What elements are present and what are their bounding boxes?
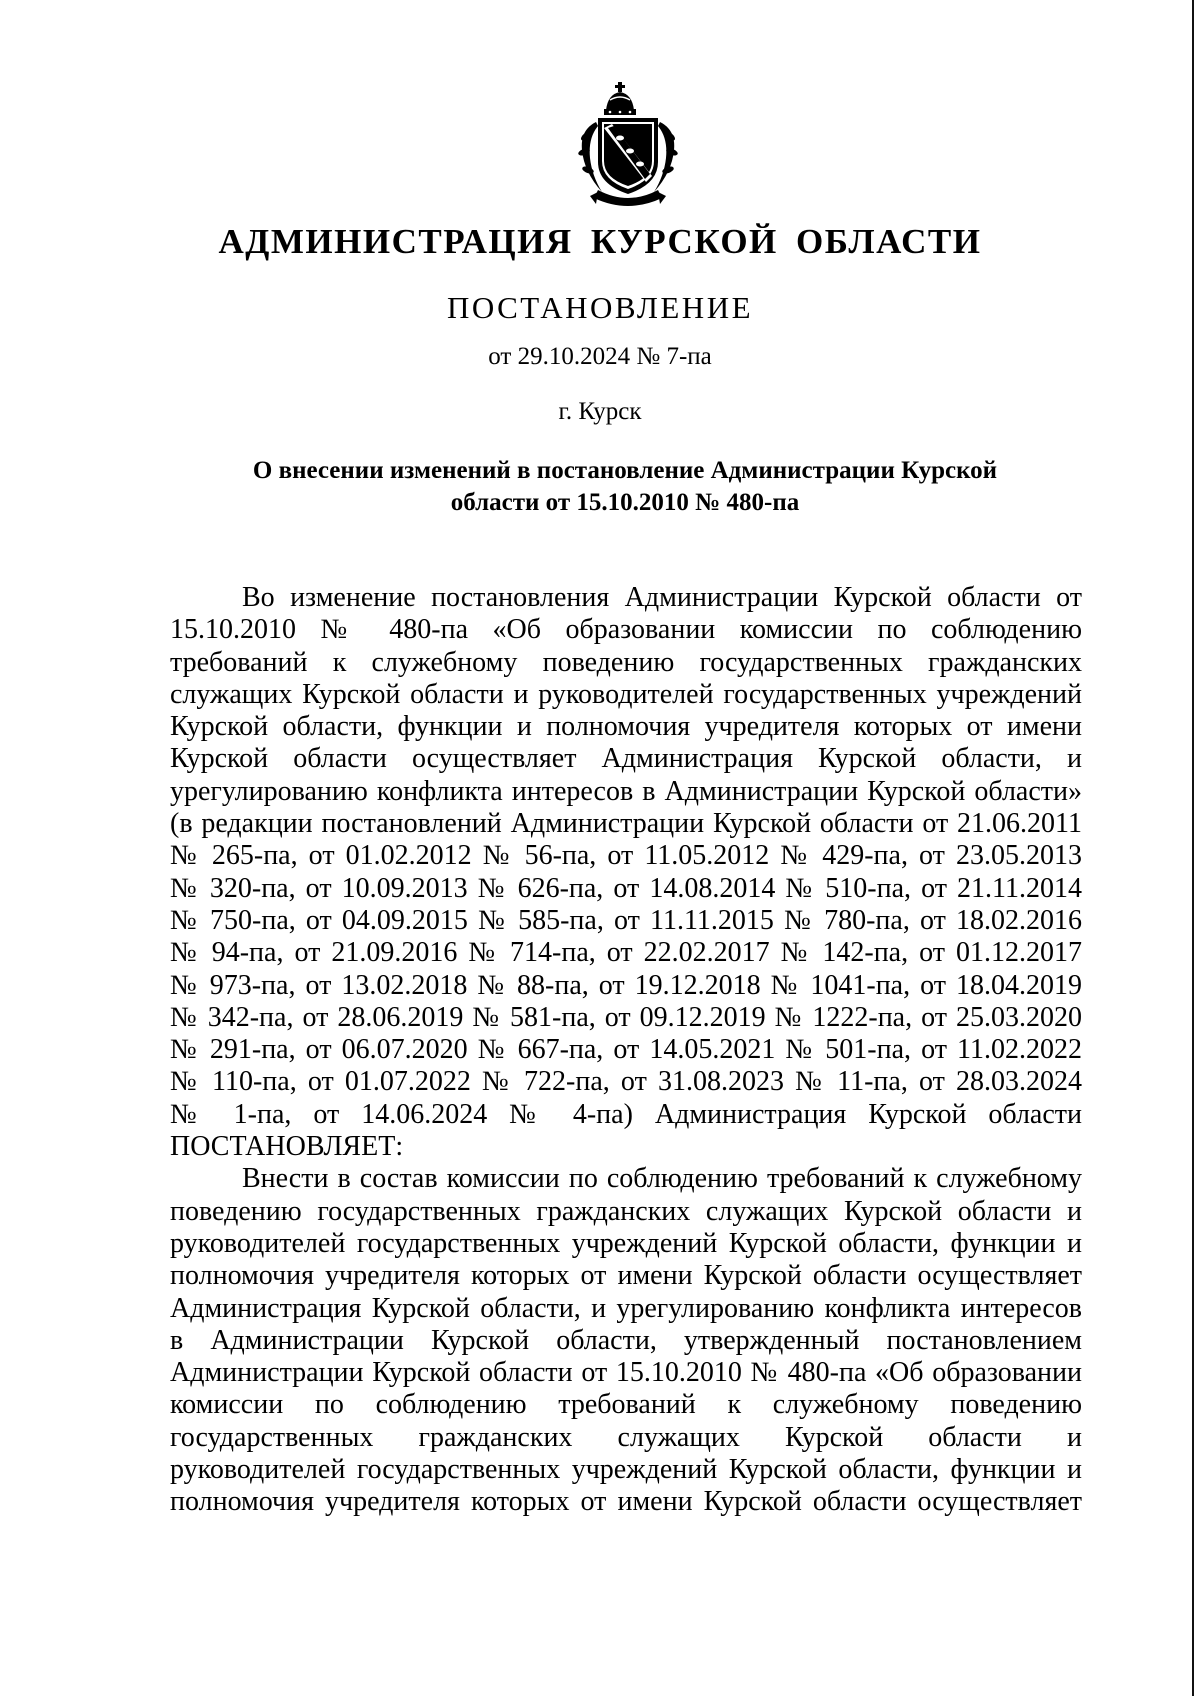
body-line: поведению государственных гражданских служащих Курской области и	[170, 1195, 1082, 1227]
body-line: государственных гражданских служащих Курской области и	[170, 1421, 1082, 1453]
body-line: полномочия учредителя которых от имени Курской области осуществляет	[170, 1486, 1082, 1518]
body-line: № 342-па, от 28.06.2019 № 581-па, от 09.12.2019 № 1222-па, от 25.03.2020	[170, 1001, 1082, 1033]
body-line: № 750-па, от 04.09.2015 № 585-па, от 11.11.2015 № 780-па, от 18.02.2016	[170, 904, 1082, 936]
body-line: № 320-па, от 10.09.2013 № 626-па, от 14.08.2014 № 510-па, от 21.11.2014	[170, 872, 1082, 904]
body-line: Курской области осуществляет Администрация Курской области, и	[170, 743, 1082, 775]
body-line: (в редакции постановлений Администрации Курской области от 21.06.2011	[170, 808, 1082, 840]
body-line: № 265-па, от 01.02.2012 № 56-па, от 11.05.2012 № 429-па, от 23.05.2013	[170, 840, 1082, 872]
body-line: Внести в состав комиссии по соблюдению требований к служебному	[242, 1163, 1082, 1195]
body-line: № 973-па, от 13.02.2018 № 88-па, от 19.12.2018 № 1041-па, от 18.04.2019	[170, 969, 1082, 1001]
body-line: Администрации Курской области от 15.10.2010 № 480-па «Об образовании	[170, 1357, 1082, 1389]
title-line: области от 15.10.2010 № 480-па	[450, 489, 800, 516]
title-line: О внесении изменений в постановление Администрации Курской	[252, 457, 998, 484]
document-type: ПОСТАНОВЛЕНИЕ	[446, 290, 754, 325]
body-line: комиссии по соблюдению требований к служебному поведению	[170, 1389, 1082, 1421]
document-city: г. Курск	[558, 398, 642, 425]
body-line: полномочия учредителя которых от имени Курской области осуществляет	[170, 1260, 1082, 1292]
paragraph-resolution	[170, 1163, 1082, 1518]
body-line: № 110-па, от 01.07.2022 № 722-па, от 31.08.2023 № 11-па, от 28.03.2024	[170, 1066, 1082, 1098]
body-line: ПОСТАНОВЛЯЕТ:	[170, 1131, 404, 1163]
body-line: 15.10.2010 № 480-па «Об образовании комиссии по соблюдению	[170, 614, 1082, 646]
organization-name: АДМИНИСТРАЦИЯ КУРСКОЙ ОБЛАСТИ	[218, 222, 982, 261]
body-line: Курской области, функции и полномочия учредителя которых от имени	[170, 711, 1082, 743]
body-line: служащих Курской области и руководителей государственных учреждений	[170, 678, 1082, 710]
kursk-coat-of-arms-icon	[568, 80, 698, 215]
body-line: Администрация Курской области, и урегулированию конфликта интересов	[170, 1292, 1082, 1324]
body-line: Во изменение постановления Администрации Курской области от	[242, 582, 1082, 613]
document-title	[170, 455, 1080, 519]
document-date-number: от 29.10.2024 № 7-па	[488, 343, 712, 370]
body-line: руководителей государственных учреждений Курской области, функции и	[170, 1454, 1082, 1486]
body-line: № 94-па, от 21.09.2016 № 714-па, от 22.02.2017 № 142-па, от 01.12.2017	[170, 937, 1082, 969]
document-body	[170, 582, 1082, 1519]
crown-icon	[604, 82, 636, 115]
body-line: требований к служебному поведению государственных гражданских	[170, 646, 1082, 678]
shield-icon	[598, 118, 658, 194]
body-line: в Администрации Курской области, утвержденный постановлением	[170, 1324, 1082, 1356]
body-line: руководителей государственных учреждений Курской области, функции и	[170, 1227, 1082, 1259]
body-line: № 1-па, от 14.06.2024 № 4-па) Администрация Курской области	[170, 1098, 1082, 1130]
paragraph-preamble	[170, 582, 1082, 1163]
body-line: урегулированию конфликта интересов в Администрации Курской области»	[170, 775, 1082, 807]
body-line: № 291-па, от 06.07.2020 № 667-па, от 14.05.2021 № 501-па, от 11.02.2022	[170, 1034, 1082, 1066]
